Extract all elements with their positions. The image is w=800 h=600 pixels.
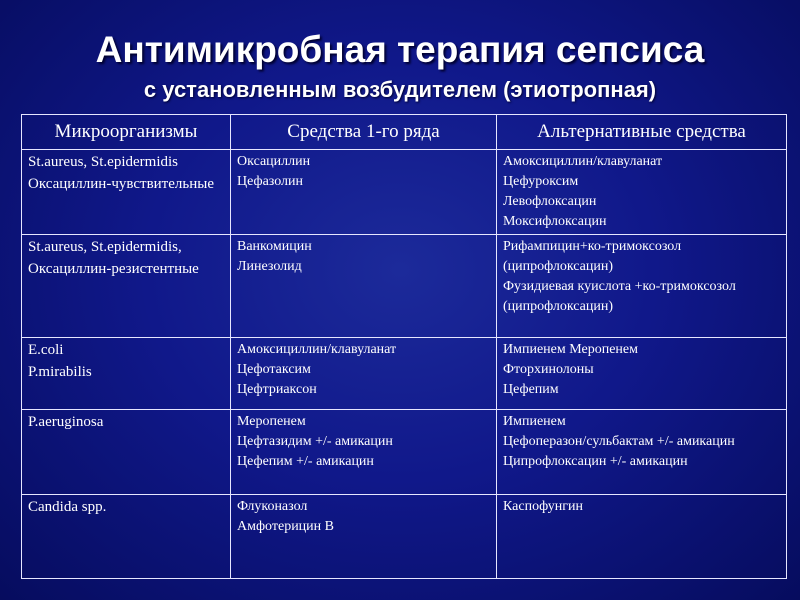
drug-text: Рифампицин+ко-тримоксозол <box>503 239 682 254</box>
drug-text: Оксациллин <box>237 154 311 169</box>
drug-text: Цефтазидим +/- амикацин <box>237 434 393 449</box>
organism-text: E.coli <box>28 342 64 358</box>
alternative-cell <box>497 150 787 235</box>
organisms-cell <box>22 410 231 495</box>
drug-text: Амоксициллин/клавуланат <box>503 154 663 169</box>
drug-text: Цефтриаксон <box>237 382 317 397</box>
table-header-row <box>22 115 787 150</box>
header-microorganisms: Микроорганизмы <box>22 115 231 150</box>
drug-text: Амоксициллин/клавуланат <box>237 342 397 357</box>
drug-text: Цефотаксим <box>237 362 311 377</box>
first-line-cell <box>231 150 497 235</box>
alternative-cell <box>497 338 787 410</box>
organism-text: Оксациллин-чувствительные <box>28 176 214 192</box>
organisms-cell <box>22 235 231 338</box>
drug-text: Каспофунгин <box>503 499 584 514</box>
drug-text: Цефазолин <box>237 174 304 189</box>
drug-text: Фузидиевая куислота +ко-тримоксозол <box>503 279 736 294</box>
drug-text: Цефепим <box>503 382 559 397</box>
slide-subtitle: с установленным возбудителем (этиотропная) <box>143 77 657 102</box>
table-row <box>22 150 787 235</box>
table-row <box>22 410 787 495</box>
organisms-cell <box>22 338 231 410</box>
drug-text: Левофлоксацин <box>503 194 597 209</box>
organism-text: St.aureus, St.epidermidis, <box>28 239 182 255</box>
organism-text: St.aureus, St.epidermidis <box>28 154 178 170</box>
table-row <box>22 235 787 338</box>
drug-text: Фторхинолоны <box>503 362 594 377</box>
drug-text: (ципрофлоксацин) <box>503 259 614 274</box>
drug-text: (ципрофлоксацин) <box>503 299 614 314</box>
header-first-line: Средства 1-го ряда <box>231 115 497 150</box>
drug-text: Цефуроксим <box>503 174 579 189</box>
first-line-cell <box>231 338 497 410</box>
organisms-cell <box>22 495 231 579</box>
first-line-cell <box>231 235 497 338</box>
drug-text: Ципрофлоксацин +/- амикацин <box>503 454 688 469</box>
first-line-cell <box>231 410 497 495</box>
drug-text: Флуконазол <box>237 499 308 514</box>
organism-text: P.mirabilis <box>28 364 92 380</box>
drug-text: Линезолид <box>237 259 302 274</box>
drug-text: Ванкомицин <box>237 239 312 254</box>
header-alternative: Альтернативные средства <box>497 115 787 150</box>
drug-text: Цефепим +/- амикацин <box>237 454 374 469</box>
drug-text: Моксифлоксацин <box>503 214 607 229</box>
organisms-cell <box>22 150 231 235</box>
first-line-cell <box>231 495 497 579</box>
alternative-cell <box>497 235 787 338</box>
therapy-table <box>21 114 787 579</box>
drug-text: Импиенем Меропенем <box>503 342 638 357</box>
alternative-cell <box>497 410 787 495</box>
alternative-cell <box>497 495 787 579</box>
organism-text: P.aeruginosa <box>28 414 104 430</box>
organism-text: Оксациллин-резистентные <box>28 261 199 277</box>
drug-text: Амфотерицин В <box>237 519 334 534</box>
table-row <box>22 495 787 579</box>
organism-text: Candida spp. <box>28 499 107 515</box>
table-row <box>22 338 787 410</box>
drug-text: Меропенем <box>237 414 306 429</box>
slide-title: Антимикробная терапия сепсиса <box>95 29 705 70</box>
drug-text: Цефоперазон/сульбактам +/- амикацин <box>503 434 735 449</box>
drug-text: Импиенем <box>503 414 566 429</box>
